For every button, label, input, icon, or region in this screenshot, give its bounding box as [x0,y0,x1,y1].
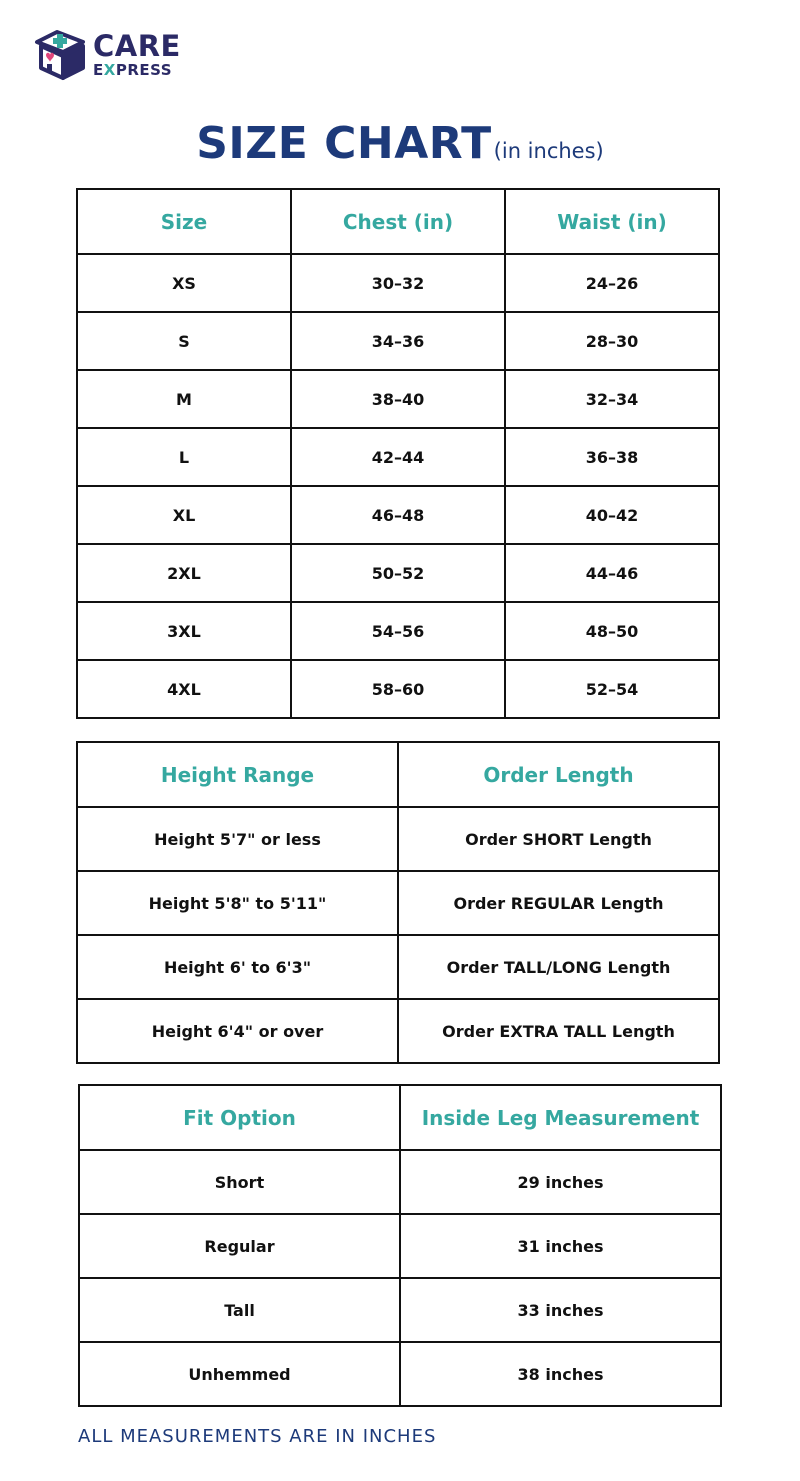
fit-table-header [79,1085,721,1150]
table-cell: Order EXTRA TALL Length [398,999,719,1063]
column-header: Height Range [77,742,398,807]
table-cell: 31 inches [400,1214,721,1278]
table-row [77,312,719,370]
brand-name-care: CARE [93,29,181,63]
table-cell: L [77,428,291,486]
table-cell: Order REGULAR Length [398,871,719,935]
table-row [79,1278,721,1342]
table-cell: Height 5'7" or less [77,807,398,871]
table-cell: 32–34 [505,370,719,428]
table-cell: 48–50 [505,602,719,660]
fit-table [78,1084,722,1407]
title-sub: (in inches) [493,139,604,163]
table-cell: 34–36 [291,312,505,370]
table-row [77,602,719,660]
column-header: Size [77,189,291,254]
table-cell: XS [77,254,291,312]
table-row [77,486,719,544]
column-header: Waist (in) [505,189,719,254]
height-table-header [77,742,719,807]
column-header: Chest (in) [291,189,505,254]
table-cell: 46–48 [291,486,505,544]
table-cell: Regular [79,1214,400,1278]
table-cell: 52–54 [505,660,719,718]
table-cell: Height 6' to 6'3" [77,935,398,999]
table-cell: 33 inches [400,1278,721,1342]
table-cell: 2XL [77,544,291,602]
table-cell: 42–44 [291,428,505,486]
table-row [77,544,719,602]
table-cell: M [77,370,291,428]
height-table [76,741,720,1064]
table-cell: Short [79,1150,400,1214]
table-cell: Height 5'8" to 5'11" [77,871,398,935]
table-cell: 38–40 [291,370,505,428]
brand-name-express: EXPRESS [93,61,173,79]
footer-note: ALL MEASUREMENTS ARE IN INCHES [78,1426,437,1447]
brand-logo [33,28,181,82]
table-cell: 29 inches [400,1150,721,1214]
table-row [77,428,719,486]
page-title [0,118,800,169]
table-cell: 38 inches [400,1342,721,1406]
table-cell: 30–32 [291,254,505,312]
table-cell: Unhemmed [79,1342,400,1406]
table-cell: Order SHORT Length [398,807,719,871]
table-cell: Height 6'4" or over [77,999,398,1063]
table-cell: 50–52 [291,544,505,602]
table-row [79,1342,721,1406]
table-cell: S [77,312,291,370]
column-header: Inside Leg Measurement [400,1085,721,1150]
table-cell: 54–56 [291,602,505,660]
table-row [77,370,719,428]
table-row [77,999,719,1063]
table-cell: Tall [79,1278,400,1342]
size-table [76,188,720,719]
table-cell: 3XL [77,602,291,660]
size-table-header [77,189,719,254]
table-cell: Order TALL/LONG Length [398,935,719,999]
table-cell: 44–46 [505,544,719,602]
table-row [77,660,719,718]
table-cell: XL [77,486,291,544]
table-row [77,935,719,999]
table-cell: 58–60 [291,660,505,718]
table-row [77,871,719,935]
column-header: Order Length [398,742,719,807]
title-main: SIZE CHART [196,118,492,169]
table-row [79,1150,721,1214]
table-cell: 36–38 [505,428,719,486]
table-cell: 4XL [77,660,291,718]
table-cell: 24–26 [505,254,719,312]
table-row [79,1214,721,1278]
house-box-icon [33,28,87,82]
table-cell: 40–42 [505,486,719,544]
table-row [77,807,719,871]
table-cell: 28–30 [505,312,719,370]
table-row [77,254,719,312]
column-header: Fit Option [79,1085,400,1150]
